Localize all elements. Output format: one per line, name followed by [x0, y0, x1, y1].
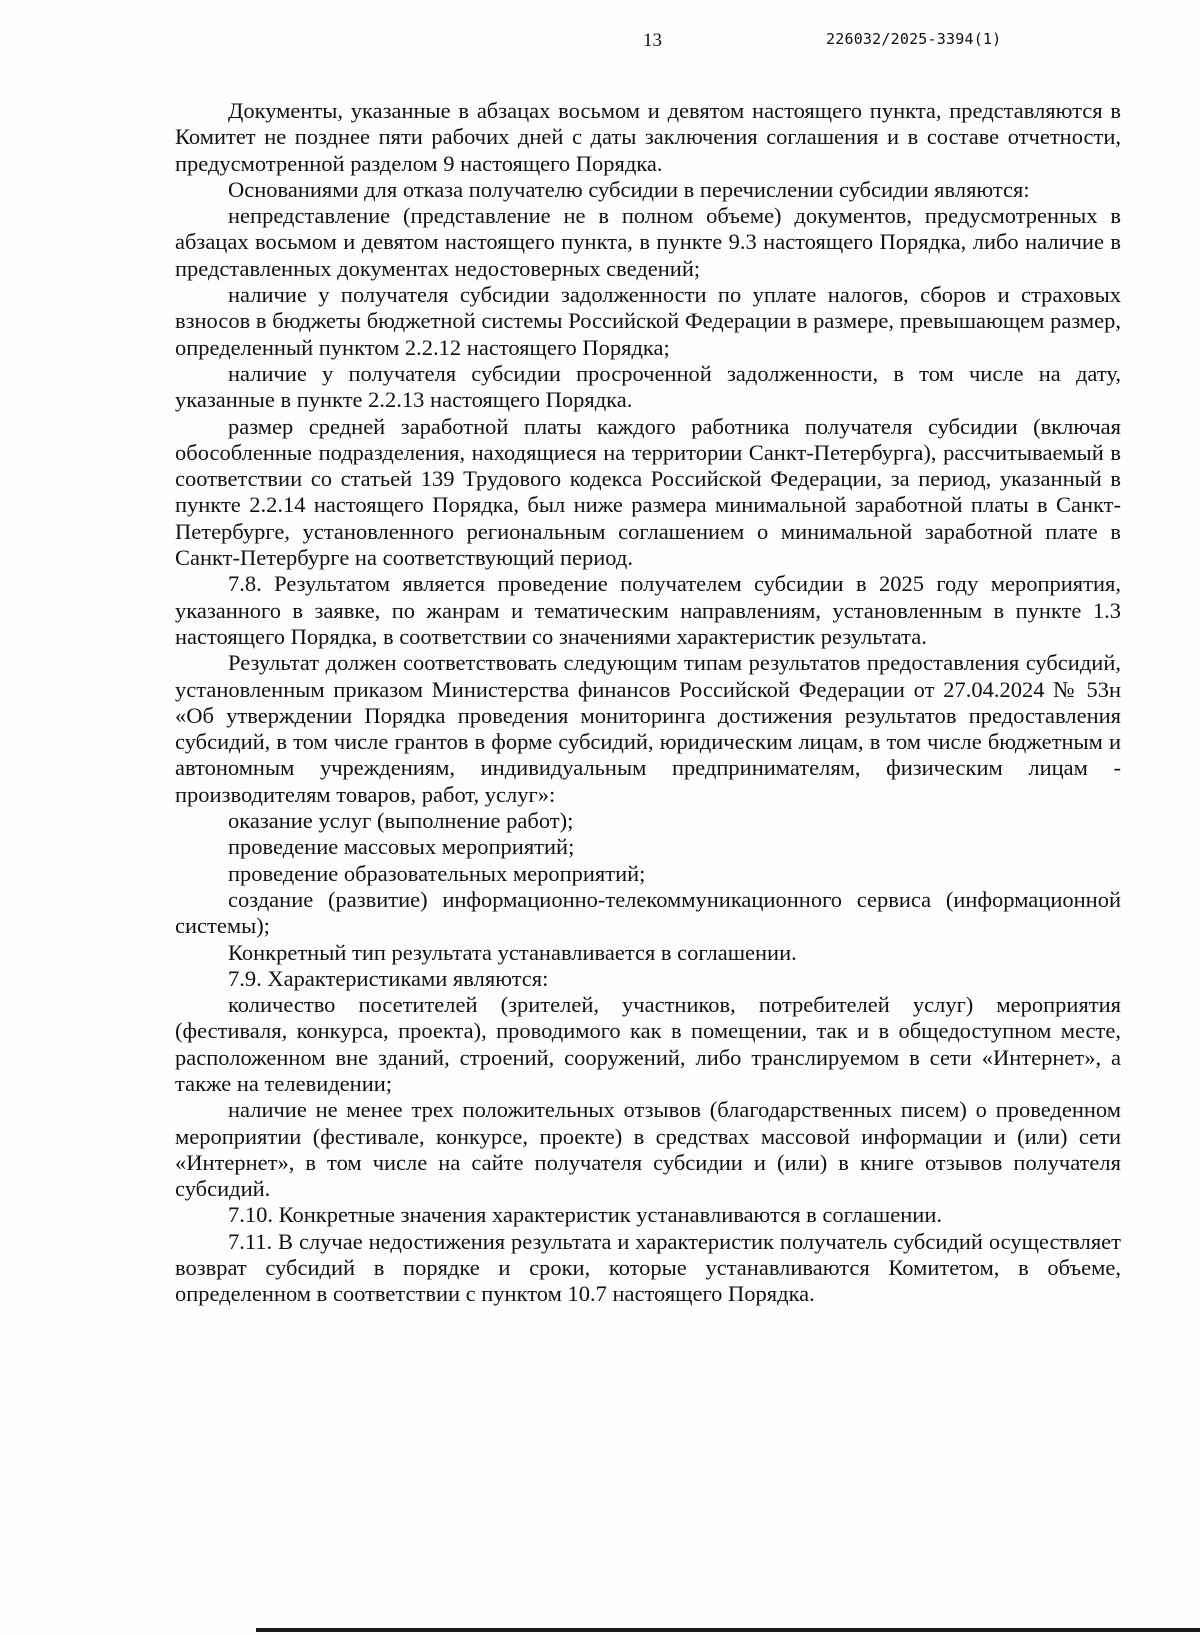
paragraph-positive-reviews: наличие не менее трех положительных отзывов (благодарственных писем) о проведенном мероприятии (фестивале, конкурсе, проекте) в средствах массовой информации и (или) сети «Интернет», в том числе на сайте получателя субсидии и (или) в книге отзывов получателя субсидий. — [175, 1097, 1121, 1202]
list-item-educational-events: проведение образовательных мероприятий; — [228, 860, 646, 886]
paragraph-refusal-tax-debt: наличие у получателя субсидии задолженности по уплате налогов, сборов и страховых взносов в бюджеты бюджетной системы Российской Федерации в размере, превышающем размер, определенный пунктом 2.2.12 настоящего Порядка; — [175, 282, 1121, 360]
paragraph-7-10-values: 7.10. Конкретные значения характеристик устанавливаются в соглашении. — [228, 1202, 942, 1228]
paragraph-7-9-characteristics: 7.9. Характеристиками являются: — [228, 965, 549, 991]
paragraph-visitors-count: количество посетителей (зрителей, участников, потребителей услуг) мероприятия (фестиваля, конкурса, проекта), проводимого как в помещении, так и в общедоступном месте, расположенном вне зданий, строений, сооружений, либо транслируемом в сети «Интернет», а также на телевидении; — [175, 992, 1121, 1096]
document-reference-number: 226032/2025-3394(1) — [826, 30, 1002, 48]
paragraph-refusal-grounds: Основаниями для отказа получателю субсидии в перечислении субсидии являются: — [228, 176, 1030, 202]
bottom-scan-edge — [256, 1628, 1200, 1632]
list-item-mass-events: проведение массовых мероприятий; — [228, 834, 575, 860]
paragraph-documents-submission: Документы, указанные в абзацах восьмом и девятом настоящего пункта, представляются в Комитет не позднее пяти рабочих дней с даты заключения соглашения и в составе отчетности, предусмотренной разделом 9 настоящего Порядка. — [175, 98, 1121, 176]
paragraph-result-type-agreement: Конкретный тип результата устанавливается в соглашении. — [228, 939, 797, 965]
paragraph-refusal-overdue-debt: наличие у получателя субсидии просроченной задолженности, в том числе на дату, указанные в пункте 2.2.13 настоящего Порядка. — [175, 360, 1121, 413]
document-body — [175, 98, 1121, 1308]
paragraph-result-types: Результат должен соответствовать следующим типам результатов предоставления субсидий, установленным приказом Министерства финансов Российской Федерации от 27.04.2024 № 53н «Об утверждении Порядка проведения мониторинга достижения результатов предоставления субсидий, в том числе грантов в форме субсидий, юридическим лицам, в том числе бюджетным и автономным учреждениям, индивидуальным предпринимателям, физическим лицам - производителям товаров, работ, услуг»: — [175, 650, 1121, 807]
list-item-it-service: создание (развитие) информационно-телекоммуникационного сервиса (информационной системы); — [175, 886, 1121, 939]
paragraph-7-11-refund: 7.11. В случае недостижения результата и характеристик получатель субсидий осуществляет возврат субсидий в порядке и сроки, которые устанавливаются Комитетом, в объеме, определенном в соответствии с пунктом 10.7 настоящего Порядка. — [175, 1228, 1121, 1307]
paragraph-refusal-salary: размер средней заработной платы каждого работника получателя субсидии (включая обособленные подразделения, находящиеся на территории Санкт-Петербурга), рассчитываемый в соответствии со статьей 139 Трудового кодекса Российской Федерации, за период, указанный в пункте 2.2.14 настоящего Порядка, был ниже размера минимальной заработной платы в Санкт-Петербурге, установленного региональным соглашением о минимальной заработной плате в Санкт-Петербурге на соответствующий период. — [175, 413, 1121, 571]
list-item-services: оказание услуг (выполнение работ); — [228, 808, 574, 834]
paragraph-7-8-result: 7.8. Результатом является проведение получателем субсидии в 2025 году мероприятия, указанного в заявке, по жанрам и тематическим направлениям, установленным в пункте 1.3 настоящего Порядка, в соответствии со значениями характеристик результата. — [175, 571, 1121, 649]
paragraph-refusal-documents: непредставление (представление не в полном объеме) документов, предусмотренных в абзацах восьмом и девятом настоящего пункта, в пункте 9.3 настоящего Порядка, либо наличие в представленных документах недостоверных сведений; — [175, 203, 1121, 281]
page-number: 13 — [643, 30, 662, 51]
